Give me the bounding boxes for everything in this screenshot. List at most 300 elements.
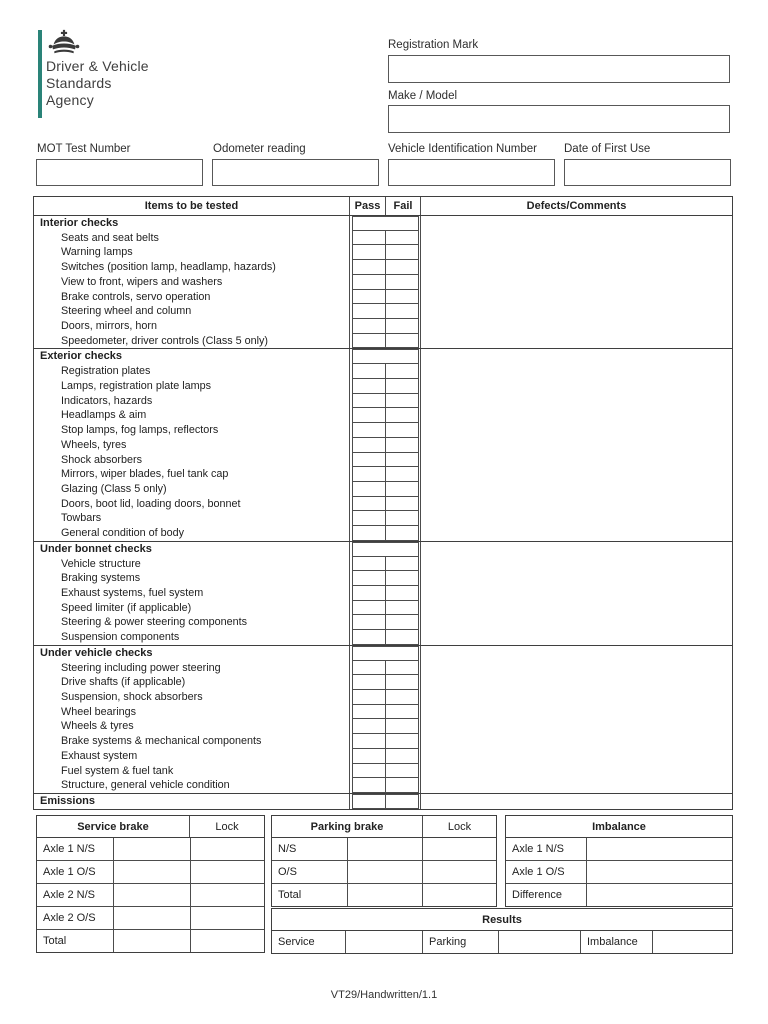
pass-checkbox[interactable] xyxy=(352,704,386,720)
agency-name-line: Agency xyxy=(46,92,94,108)
agency-name xyxy=(46,58,149,109)
section-rows xyxy=(34,646,420,793)
fail-checkbox[interactable] xyxy=(385,689,419,705)
pass-checkbox[interactable] xyxy=(352,733,386,749)
section-result-box[interactable] xyxy=(352,646,419,661)
parking-brake-header-row xyxy=(272,816,496,838)
checklist-item-row xyxy=(34,379,420,394)
fail-checkbox[interactable] xyxy=(385,600,419,616)
pass-checkbox[interactable] xyxy=(352,393,386,409)
fail-checkbox[interactable] xyxy=(385,777,419,793)
pass-fail-cells xyxy=(349,379,420,394)
checklist-item-label: Vehicle structure xyxy=(61,557,141,570)
section-title: Under vehicle checks xyxy=(40,646,153,659)
section-result-box[interactable] xyxy=(352,542,419,557)
pass-fail-cells xyxy=(349,690,420,705)
pass-checkbox[interactable] xyxy=(352,452,386,468)
fail-checkbox[interactable] xyxy=(385,794,419,809)
fail-checkbox[interactable] xyxy=(385,318,419,334)
pass-checkbox[interactable] xyxy=(352,614,386,630)
fail-checkbox[interactable] xyxy=(385,718,419,734)
fail-checkbox[interactable] xyxy=(385,437,419,453)
section-rows xyxy=(34,216,420,348)
parking-brake-value-cell[interactable] xyxy=(347,884,422,906)
checklist-item-label: Wheels & tyres xyxy=(61,720,134,733)
checklist-item-label: Brake systems & mechanical components xyxy=(61,735,262,748)
imbalance-value-cell[interactable] xyxy=(586,861,732,883)
results-row xyxy=(272,931,732,953)
defects-comments-cell[interactable] xyxy=(420,542,732,645)
pass-checkbox[interactable] xyxy=(352,674,386,690)
pass-fail-cells xyxy=(349,453,420,468)
service-brake-row-label: Total xyxy=(43,935,67,947)
service-brake-row-label: Axle 1 O/S xyxy=(43,866,96,878)
registration-mark-input[interactable] xyxy=(388,55,730,83)
parking-brake-header: Parking brake xyxy=(310,820,384,833)
checklist-item-label: Speed limiter (if applicable) xyxy=(61,601,192,614)
pass-fail-cells xyxy=(349,646,420,661)
pass-checkbox[interactable] xyxy=(352,794,386,809)
fail-checkbox[interactable] xyxy=(385,674,419,690)
service-brake-row-label: Axle 1 N/S xyxy=(43,843,95,855)
section-title-row xyxy=(34,646,420,661)
parking-brake-value-cell[interactable] xyxy=(347,838,422,860)
pass-checkbox[interactable] xyxy=(352,718,386,734)
service-brake-value-cell[interactable] xyxy=(113,884,190,906)
checklist-item-row xyxy=(34,557,420,572)
section-title-row xyxy=(34,542,420,557)
service-brake-header-row xyxy=(37,816,264,838)
service-brake-lock-header: Lock xyxy=(189,816,264,837)
defects-comments-cell[interactable] xyxy=(420,794,732,809)
pass-checkbox[interactable] xyxy=(352,763,386,779)
checklist-item-row xyxy=(34,260,420,275)
fail-checkbox[interactable] xyxy=(385,733,419,749)
pass-fail-cells xyxy=(349,438,420,453)
imbalance-row-label: Difference xyxy=(512,889,562,901)
section-title-row xyxy=(34,216,420,231)
checklist-item-row xyxy=(34,394,420,409)
table-row xyxy=(37,907,264,930)
checklist-item-label: Suspension components xyxy=(61,631,180,644)
service-brake-lock-cell[interactable] xyxy=(190,930,264,952)
pass-fail-cells xyxy=(349,661,420,676)
service-brake-row-label: Axle 2 O/S xyxy=(43,912,96,924)
pass-fail-cells xyxy=(349,542,420,557)
imbalance-value-cell[interactable] xyxy=(586,838,732,860)
pass-checkbox[interactable] xyxy=(352,570,386,586)
fail-checkbox[interactable] xyxy=(385,303,419,319)
pass-fail-cells xyxy=(349,630,420,645)
pass-fail-cells xyxy=(349,423,420,438)
pass-checkbox[interactable] xyxy=(352,585,386,601)
checklist-table xyxy=(33,196,733,810)
pass-checkbox[interactable] xyxy=(352,244,386,260)
checklist-item-row xyxy=(34,601,420,616)
section-rows xyxy=(34,794,420,809)
pass-fail-cells xyxy=(349,245,420,260)
fail-checkbox[interactable] xyxy=(385,230,419,246)
pass-fail-cells xyxy=(349,364,420,379)
vin-label: Vehicle Identification Number xyxy=(388,143,537,155)
pass-fail-cells xyxy=(349,216,420,231)
checklist-item-label: View to front, wipers and washers xyxy=(61,275,223,288)
col-header-items: Items to be tested xyxy=(144,200,239,212)
table-row xyxy=(272,838,496,861)
checklist-item-row xyxy=(34,661,420,676)
pass-fail-cells xyxy=(349,557,420,572)
pass-checkbox[interactable] xyxy=(352,437,386,453)
document-reference: VT29/Handwritten/1.1 xyxy=(330,989,438,1001)
results-value-cell[interactable] xyxy=(345,931,422,953)
fail-checkbox[interactable] xyxy=(385,510,419,526)
mot-test-number-input[interactable] xyxy=(36,159,203,186)
results-label-service: Service xyxy=(278,936,315,948)
service-brake-value-cell[interactable] xyxy=(113,907,190,929)
fail-checkbox[interactable] xyxy=(385,407,419,423)
mot-test-number-label: MOT Test Number xyxy=(37,143,131,155)
pass-checkbox[interactable] xyxy=(352,481,386,497)
fail-checkbox[interactable] xyxy=(385,556,419,572)
imbalance-row-label: Axle 1 N/S xyxy=(512,843,564,855)
checklist-section xyxy=(34,541,732,645)
fail-checkbox[interactable] xyxy=(385,570,419,586)
checklist-item-row xyxy=(34,615,420,630)
parking-brake-lock-cell[interactable] xyxy=(422,861,496,883)
pass-checkbox[interactable] xyxy=(352,556,386,572)
checklist-item-label: Towbars xyxy=(61,512,102,525)
pass-fail-cells xyxy=(349,334,420,349)
checklist-item-row xyxy=(34,764,420,779)
fail-checkbox[interactable] xyxy=(385,704,419,720)
fail-checkbox[interactable] xyxy=(385,525,419,541)
checklist-item-row xyxy=(34,734,420,749)
service-brake-row-label: Axle 2 N/S xyxy=(43,889,95,901)
checklist-item-row xyxy=(34,482,420,497)
checklist-item-label: General condition of body xyxy=(61,527,185,540)
results-value-cell[interactable] xyxy=(498,931,580,953)
fail-checkbox[interactable] xyxy=(385,422,419,438)
fail-checkbox[interactable] xyxy=(385,378,419,394)
pass-fail-cells xyxy=(349,571,420,586)
checklist-section xyxy=(34,216,732,348)
fail-checkbox[interactable] xyxy=(385,274,419,290)
fail-checkbox[interactable] xyxy=(385,660,419,676)
results-header-row xyxy=(272,909,732,931)
pass-checkbox[interactable] xyxy=(352,378,386,394)
checklist-item-row xyxy=(34,571,420,586)
odometer-reading-input[interactable] xyxy=(212,159,379,186)
pass-checkbox[interactable] xyxy=(352,407,386,423)
pass-fail-cells xyxy=(349,511,420,526)
checklist-item-label: Fuel system & fuel tank xyxy=(61,764,174,777)
imbalance-header-row xyxy=(506,816,732,838)
checklist-item-label: Drive shafts (if applicable) xyxy=(61,676,186,689)
results-label-parking: Parking xyxy=(422,931,498,953)
fail-checkbox[interactable] xyxy=(385,244,419,260)
pass-fail-cells xyxy=(349,586,420,601)
make-model-label: Make / Model xyxy=(388,90,458,102)
section-rows xyxy=(34,349,420,540)
section-result-box[interactable] xyxy=(352,349,419,364)
pass-fail-cells xyxy=(349,719,420,734)
checklist-item-row xyxy=(34,526,420,541)
checklist-section xyxy=(34,348,732,540)
checklist-item-row xyxy=(34,453,420,468)
parking-brake-value-cell[interactable] xyxy=(347,861,422,883)
imbalance-table xyxy=(505,815,733,907)
service-brake-header: Service brake xyxy=(77,820,149,833)
checklist-item-label: Brake controls, servo operation xyxy=(61,290,211,303)
checklist-item-row xyxy=(34,719,420,734)
checklist-item-row xyxy=(34,408,420,423)
checklist-item-row xyxy=(34,586,420,601)
service-brake-lock-cell[interactable] xyxy=(190,907,264,929)
section-title-row xyxy=(34,349,420,364)
pass-fail-cells xyxy=(349,764,420,779)
fail-checkbox[interactable] xyxy=(385,452,419,468)
service-brake-value-cell[interactable] xyxy=(113,930,190,952)
defects-comments-cell[interactable] xyxy=(420,646,732,793)
agency-name-line: Driver & Vehicle xyxy=(46,58,149,74)
service-brake-lock-cell[interactable] xyxy=(190,884,264,906)
registration-mark-label: Registration Mark xyxy=(388,39,479,51)
col-header-fail: Fail xyxy=(385,197,420,215)
checklist-item-label: Lamps, registration plate lamps xyxy=(61,379,212,392)
pass-fail-cells xyxy=(349,526,420,541)
table-row xyxy=(272,861,496,884)
checklist-item-row xyxy=(34,497,420,512)
checklist-item-label: Steering & power steering components xyxy=(61,616,248,629)
checklist-item-label: Headlamps & aim xyxy=(61,409,147,422)
pass-fail-cells xyxy=(349,304,420,319)
fail-checkbox[interactable] xyxy=(385,363,419,379)
checklist-item-label: Structure, general vehicle condition xyxy=(61,779,230,792)
pass-checkbox[interactable] xyxy=(352,289,386,305)
parking-brake-row-label: N/S xyxy=(278,843,297,855)
checklist-item-row xyxy=(34,630,420,645)
date-of-first-use-label: Date of First Use xyxy=(564,143,651,155)
pass-fail-cells xyxy=(349,260,420,275)
table-row xyxy=(37,930,264,952)
results-table xyxy=(271,908,733,954)
fail-checkbox[interactable] xyxy=(385,393,419,409)
fail-checkbox[interactable] xyxy=(385,496,419,512)
checklist-item-label: Exhaust system xyxy=(61,749,138,762)
checklist-item-row xyxy=(34,438,420,453)
checklist-item-row xyxy=(34,304,420,319)
pass-checkbox[interactable] xyxy=(352,363,386,379)
fail-checkbox[interactable] xyxy=(385,466,419,482)
imbalance-row-label: Axle 1 O/S xyxy=(512,866,565,878)
defects-comments-cell[interactable] xyxy=(420,216,732,348)
checklist-item-row xyxy=(34,423,420,438)
date-of-first-use-input[interactable] xyxy=(564,159,731,186)
checklist-item-row xyxy=(34,290,420,305)
pass-checkbox[interactable] xyxy=(352,274,386,290)
section-title: Emissions xyxy=(40,795,96,808)
imbalance-header: Imbalance xyxy=(592,820,646,833)
checklist-item-label: Warning lamps xyxy=(61,246,133,259)
pass-checkbox[interactable] xyxy=(352,629,386,645)
table-row xyxy=(272,884,496,906)
pass-checkbox[interactable] xyxy=(352,333,386,349)
pass-fail-cells xyxy=(349,408,420,423)
section-title-row xyxy=(34,794,420,809)
pass-checkbox[interactable] xyxy=(352,496,386,512)
fail-checkbox[interactable] xyxy=(385,763,419,779)
table-row xyxy=(37,884,264,907)
fail-checkbox[interactable] xyxy=(385,585,419,601)
pass-checkbox[interactable] xyxy=(352,318,386,334)
pass-fail-cells xyxy=(349,482,420,497)
fail-checkbox[interactable] xyxy=(385,259,419,275)
service-brake-value-cell[interactable] xyxy=(113,861,190,883)
checklist-item-row xyxy=(34,364,420,379)
checklist-item-row xyxy=(34,231,420,246)
pass-fail-cells xyxy=(349,675,420,690)
checklist-item-row xyxy=(34,334,420,349)
checklist-item-label: Wheels, tyres xyxy=(61,438,127,451)
pass-fail-cells xyxy=(349,290,420,305)
checklist-item-label: Exhaust systems, fuel system xyxy=(61,586,204,599)
checklist-sections xyxy=(34,216,732,809)
pass-fail-cells xyxy=(349,394,420,409)
pass-fail-cells xyxy=(349,794,420,809)
pass-fail-cells xyxy=(349,601,420,616)
checklist-item-row xyxy=(34,511,420,526)
checklist-item-label: Steering including power steering xyxy=(61,661,221,674)
pass-checkbox[interactable] xyxy=(352,303,386,319)
section-result-box[interactable] xyxy=(352,216,419,231)
service-brake-value-cell[interactable] xyxy=(113,838,190,860)
checklist-item-label: Shock absorbers xyxy=(61,453,143,466)
checklist-item-label: Steering wheel and column xyxy=(61,305,192,318)
fail-checkbox[interactable] xyxy=(385,333,419,349)
checklist-item-label: Speedometer, driver controls (Class 5 only) xyxy=(61,334,269,347)
section-title: Interior checks xyxy=(40,217,119,229)
parking-brake-rows xyxy=(272,838,496,906)
odometer-reading-label: Odometer reading xyxy=(213,143,306,155)
checklist-item-label: Switches (position lamp, headlamp, hazards) xyxy=(61,261,276,274)
checklist-item-row xyxy=(34,690,420,705)
checklist-header-row xyxy=(34,197,732,216)
checklist-item-label: Braking systems xyxy=(61,572,141,585)
results-label-imbalance: Imbalance xyxy=(580,931,652,953)
pass-fail-cells xyxy=(349,467,420,482)
fail-checkbox[interactable] xyxy=(385,614,419,630)
pass-checkbox[interactable] xyxy=(352,510,386,526)
parking-brake-row-label: O/S xyxy=(278,866,297,878)
fail-checkbox[interactable] xyxy=(385,629,419,645)
checklist-item-label: Seats and seat belts xyxy=(61,231,159,244)
imbalance-value-cell[interactable] xyxy=(586,884,732,906)
results-header: Results xyxy=(482,913,522,926)
checklist-item-label: Mirrors, wiper blades, fuel tank cap xyxy=(61,468,229,481)
checklist-item-row xyxy=(34,245,420,260)
pass-checkbox[interactable] xyxy=(352,777,386,793)
results-value-cell[interactable] xyxy=(652,931,732,953)
checklist-item-label: Suspension, shock absorbers xyxy=(61,691,203,703)
service-brake-table xyxy=(36,815,265,953)
parking-brake-lock-cell[interactable] xyxy=(422,838,496,860)
pass-checkbox[interactable] xyxy=(352,466,386,482)
pass-fail-cells xyxy=(349,497,420,512)
pass-checkbox[interactable] xyxy=(352,748,386,764)
checklist-section xyxy=(34,645,732,793)
pass-fail-cells xyxy=(349,319,420,334)
col-header-pass: Pass xyxy=(349,197,385,215)
checklist-item-label: Wheel bearings xyxy=(61,705,137,718)
section-title: Exterior checks xyxy=(40,350,122,363)
pass-checkbox[interactable] xyxy=(352,230,386,246)
brand-accent-bar xyxy=(38,30,42,118)
section-title: Under bonnet checks xyxy=(40,542,152,555)
checklist-item-row xyxy=(34,319,420,334)
col-header-defects: Defects/Comments xyxy=(420,197,732,215)
agency-name-line: Standards xyxy=(46,75,112,91)
defects-comments-cell[interactable] xyxy=(420,349,732,540)
service-brake-rows xyxy=(37,838,264,952)
vin-input[interactable] xyxy=(388,159,555,186)
parking-brake-lock-header: Lock xyxy=(422,816,496,837)
royal-crest-icon xyxy=(47,28,81,58)
pass-fail-cells xyxy=(349,734,420,749)
checklist-item-label: Doors, mirrors, horn xyxy=(61,320,157,333)
checklist-item-row xyxy=(34,675,420,690)
pass-checkbox[interactable] xyxy=(352,259,386,275)
pass-checkbox[interactable] xyxy=(352,660,386,676)
pass-fail-cells xyxy=(349,615,420,630)
checklist-item-row xyxy=(34,275,420,290)
make-model-input[interactable] xyxy=(388,105,730,133)
service-brake-lock-cell[interactable] xyxy=(190,838,264,860)
checklist-item-label: Registration plates xyxy=(61,365,151,378)
pass-checkbox[interactable] xyxy=(352,525,386,541)
parking-brake-row-label: Total xyxy=(278,889,302,901)
checklist-item-label: Indicators, hazards xyxy=(61,394,153,407)
table-row xyxy=(37,861,264,884)
checklist-item-label: Doors, boot lid, loading doors, bonnet xyxy=(61,497,241,510)
fail-checkbox[interactable] xyxy=(385,481,419,497)
pass-fail-cells xyxy=(349,705,420,720)
checklist-item-label: Glazing (Class 5 only) xyxy=(61,482,167,495)
table-row xyxy=(37,838,264,861)
table-row xyxy=(506,861,732,884)
fail-checkbox[interactable] xyxy=(385,748,419,764)
checklist-item-row xyxy=(34,749,420,764)
checklist-item-label: Stop lamps, fog lamps, reflectors xyxy=(61,424,219,437)
pass-fail-cells xyxy=(349,231,420,246)
pass-checkbox[interactable] xyxy=(352,689,386,705)
pass-checkbox[interactable] xyxy=(352,422,386,438)
pass-fail-cells xyxy=(349,349,420,364)
parking-brake-lock-cell[interactable] xyxy=(422,884,496,906)
pass-fail-cells xyxy=(349,778,420,793)
table-row xyxy=(506,884,732,906)
checklist-section xyxy=(34,793,732,809)
pass-fail-cells xyxy=(349,749,420,764)
table-row xyxy=(506,838,732,861)
imbalance-rows xyxy=(506,838,732,906)
fail-checkbox[interactable] xyxy=(385,289,419,305)
service-brake-lock-cell[interactable] xyxy=(190,861,264,883)
checklist-item-row xyxy=(34,778,420,793)
pass-checkbox[interactable] xyxy=(352,600,386,616)
checklist-item-row xyxy=(34,467,420,482)
parking-brake-table xyxy=(271,815,497,907)
pass-fail-cells xyxy=(349,275,420,290)
